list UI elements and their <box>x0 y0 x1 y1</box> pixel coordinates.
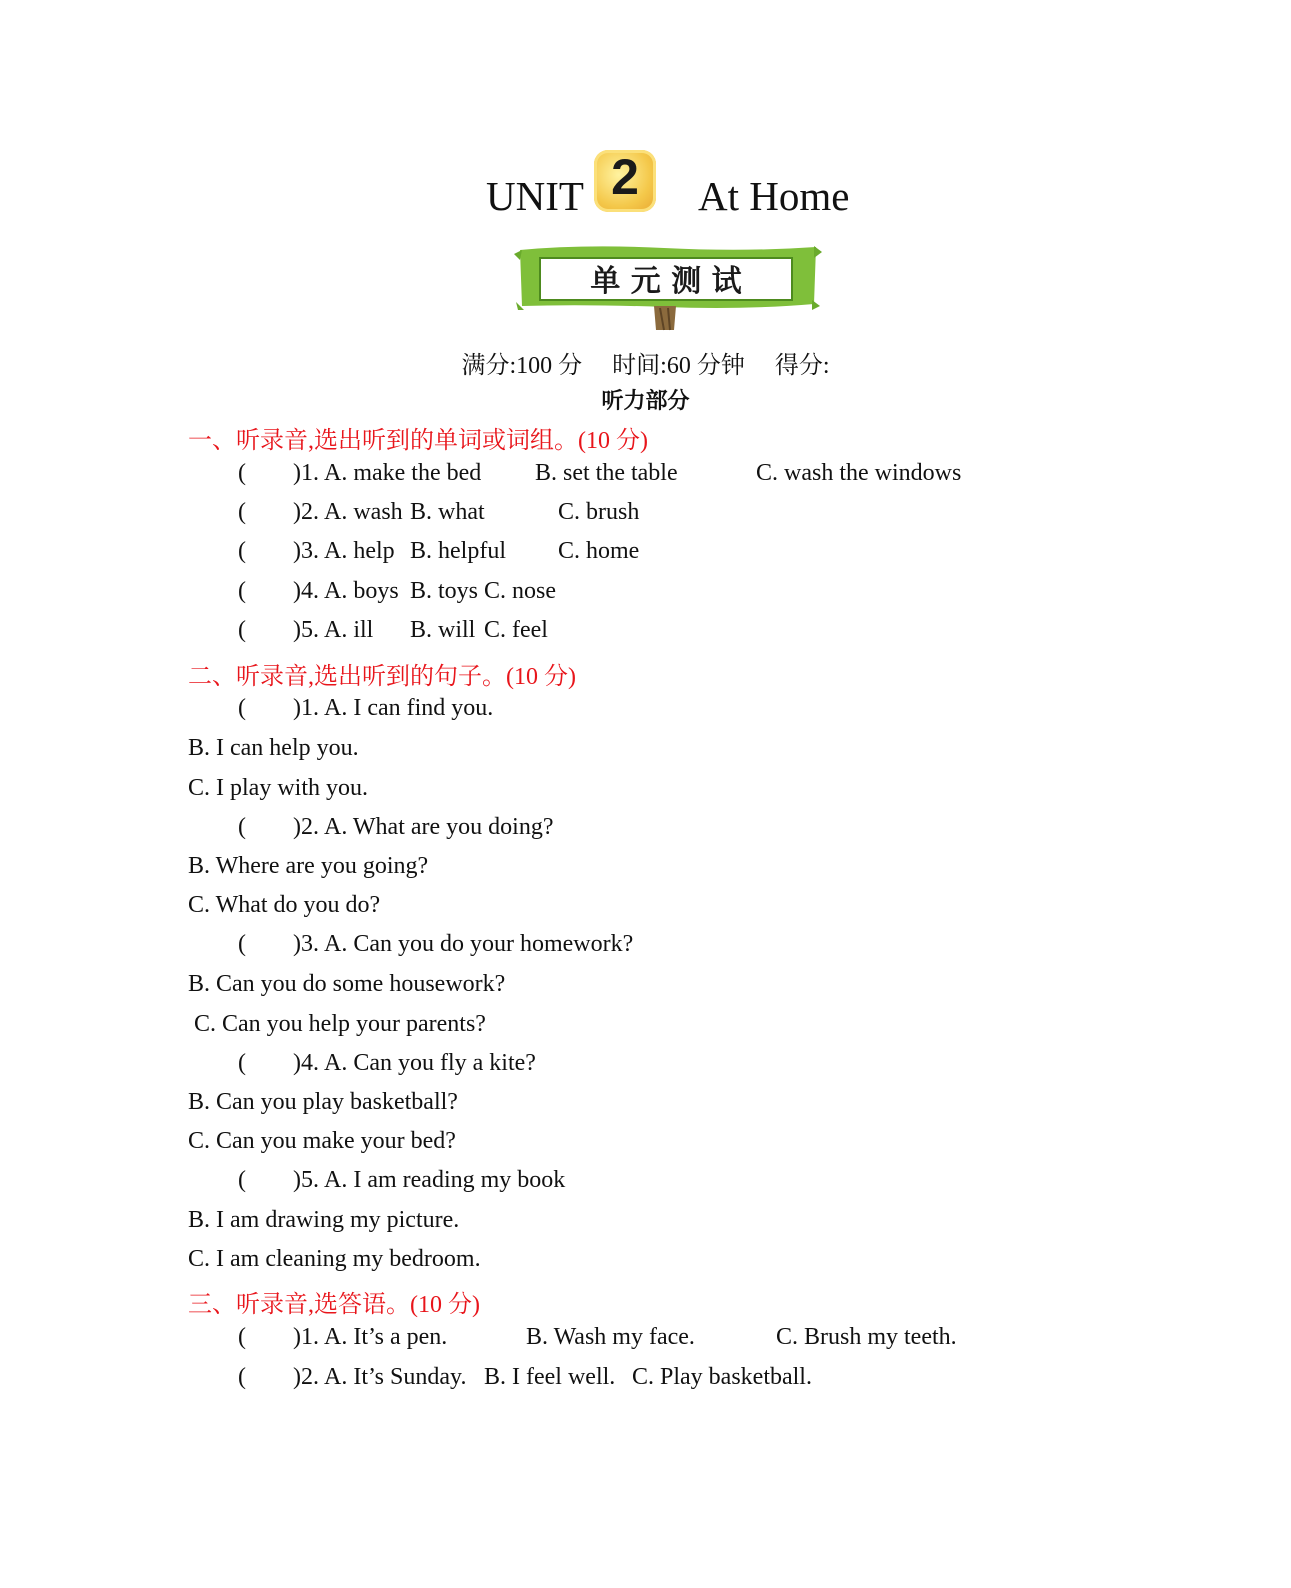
section-3-heading: 三、听录音,选答语。(10 分) <box>188 1292 480 1318</box>
option-c: C. Play basketball. <box>632 1364 812 1390</box>
option-b: B. I am drawing my picture. <box>188 1207 460 1233</box>
answer-bracket[interactable]: ( <box>238 538 246 564</box>
option-a: A. It’s a pen. <box>324 1324 448 1350</box>
unit-label: UNIT <box>486 173 584 219</box>
unit-number: 2 <box>611 149 639 205</box>
option-a: A. make the bed <box>324 460 482 486</box>
option-b: B. I can help you. <box>188 735 359 761</box>
question-number: )1. <box>293 695 319 721</box>
option-c: C. feel <box>484 617 548 643</box>
option-a: A. ill <box>324 617 374 643</box>
answer-bracket[interactable]: ( <box>238 460 246 486</box>
unit-title <box>0 150 1291 230</box>
section-1-heading: 一、听录音,选出听到的单词或词组。(10 分) <box>188 428 648 454</box>
option-a: A. wash <box>324 499 403 525</box>
question-number: )5. <box>293 617 319 643</box>
question-number: )1. <box>293 1324 319 1350</box>
option-b: B. what <box>410 499 485 525</box>
answer-bracket[interactable]: ( <box>238 578 246 604</box>
section-2-heading: 二、听录音,选出听到的句子。(10 分) <box>188 664 576 690</box>
answer-bracket[interactable]: ( <box>238 499 246 525</box>
option-c: C. wash the windows <box>756 460 962 486</box>
time-limit: 时间:60 分钟 <box>612 353 745 379</box>
option-c: C. Can you make your bed? <box>188 1128 456 1154</box>
question-number: )1. <box>293 460 319 486</box>
answer-bracket[interactable]: ( <box>238 1050 246 1076</box>
option-a: A. Can you do your homework? <box>324 931 634 957</box>
option-a: A. What are you doing? <box>324 814 554 840</box>
question-number: )2. <box>293 814 319 840</box>
answer-bracket[interactable]: ( <box>238 1167 246 1193</box>
banner-text: 单 元 测 试 <box>590 264 742 299</box>
option-b: B. Where are you going? <box>188 853 429 879</box>
part-title: 听力部分 <box>601 389 690 414</box>
option-c: C. home <box>558 538 640 564</box>
question-number: )5. <box>293 1167 319 1193</box>
option-c: C. I am cleaning my bedroom. <box>188 1246 481 1272</box>
question-number: )4. <box>293 1050 319 1076</box>
option-c: C. brush <box>558 499 640 525</box>
option-c: C. Can you help your parents? <box>194 1011 486 1037</box>
option-c: C. nose <box>484 578 556 604</box>
answer-bracket[interactable]: ( <box>238 1324 246 1350</box>
score-field: 得分: <box>774 353 830 379</box>
option-b: B. Wash my face. <box>526 1324 695 1350</box>
option-b: B. will <box>410 617 476 643</box>
option-b: B. Can you play basketball? <box>188 1089 458 1115</box>
score-info <box>0 345 1291 380</box>
option-c: C. Brush my teeth. <box>776 1324 957 1350</box>
question-number: )2. <box>293 1364 319 1390</box>
option-a: A. help <box>324 538 395 564</box>
option-b: B. set the table <box>535 460 678 486</box>
answer-bracket[interactable]: ( <box>238 695 246 721</box>
answer-bracket[interactable]: ( <box>238 931 246 957</box>
option-b: B. Can you do some housework? <box>188 971 506 997</box>
answer-bracket[interactable]: ( <box>238 617 246 643</box>
option-c: C. What do you do? <box>188 892 381 918</box>
answer-bracket[interactable]: ( <box>238 814 246 840</box>
option-a: A. I am reading my book <box>324 1167 566 1193</box>
question-number: )4. <box>293 578 319 604</box>
unit-number-badge <box>594 150 656 212</box>
option-a: A. Can you fly a kite? <box>324 1050 536 1076</box>
unit-test-banner <box>514 244 822 334</box>
option-a: A. boys <box>324 578 399 604</box>
option-c: C. I play with you. <box>188 775 368 801</box>
option-a: A. It’s Sunday. <box>324 1364 467 1390</box>
option-b: B. toys <box>410 578 479 604</box>
option-b: B. helpful <box>410 538 506 564</box>
question-number: )3. <box>293 538 319 564</box>
question-number: )2. <box>293 499 319 525</box>
option-a: A. I can find you. <box>324 695 494 721</box>
unit-name: At Home <box>698 173 850 219</box>
option-b: B. I feel well. <box>484 1364 616 1390</box>
answer-bracket[interactable]: ( <box>238 1364 246 1390</box>
question-number: )3. <box>293 931 319 957</box>
full-marks: 满分:100 分 <box>461 353 583 379</box>
